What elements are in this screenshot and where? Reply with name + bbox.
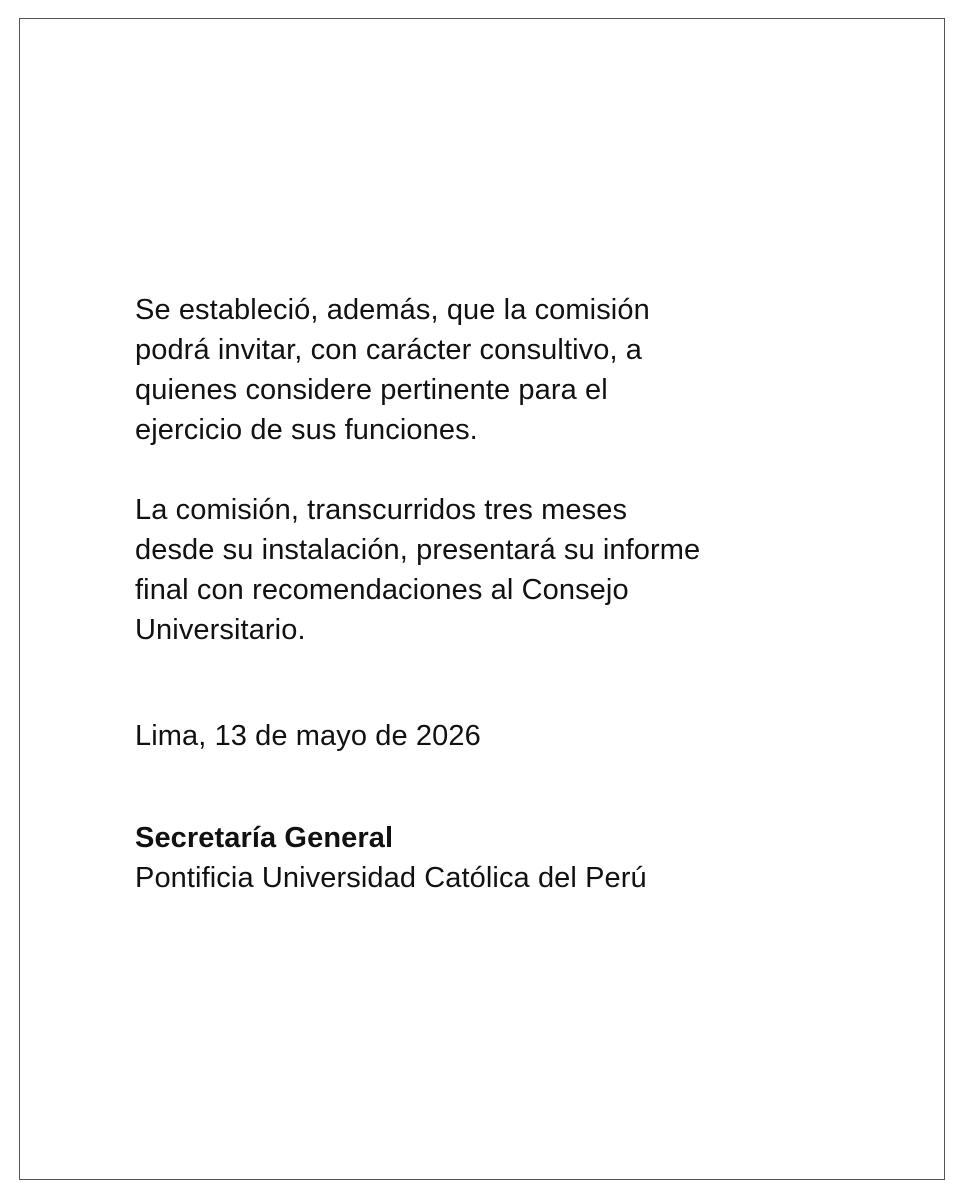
paragraph-line: quienes considere pertinente para el — [135, 374, 608, 406]
paragraph-line: La comisión, transcurridos tres meses — [135, 494, 628, 526]
paragraph-line: desde su instalación, presentará su informe — [135, 534, 701, 566]
signature-institution: Pontificia Universidad Católica del Perú — [135, 862, 647, 894]
paragraph-consultation — [135, 290, 855, 450]
paragraph-line: final con recomendaciones al Consejo — [135, 574, 629, 606]
date-line: Lima, 13 de mayo de 2026 — [135, 720, 481, 752]
signature-title: Secretaría General — [135, 822, 394, 854]
paragraph-line: podrá invitar, con carácter consultivo, a — [135, 334, 643, 366]
paragraph-line: Se estableció, además, que la comisión — [135, 294, 650, 326]
paragraph-final-report — [135, 490, 855, 650]
paragraph-line: ejercicio de sus funciones. — [135, 414, 478, 446]
paragraph-line: Universitario. — [135, 614, 306, 646]
document-body — [135, 290, 855, 898]
